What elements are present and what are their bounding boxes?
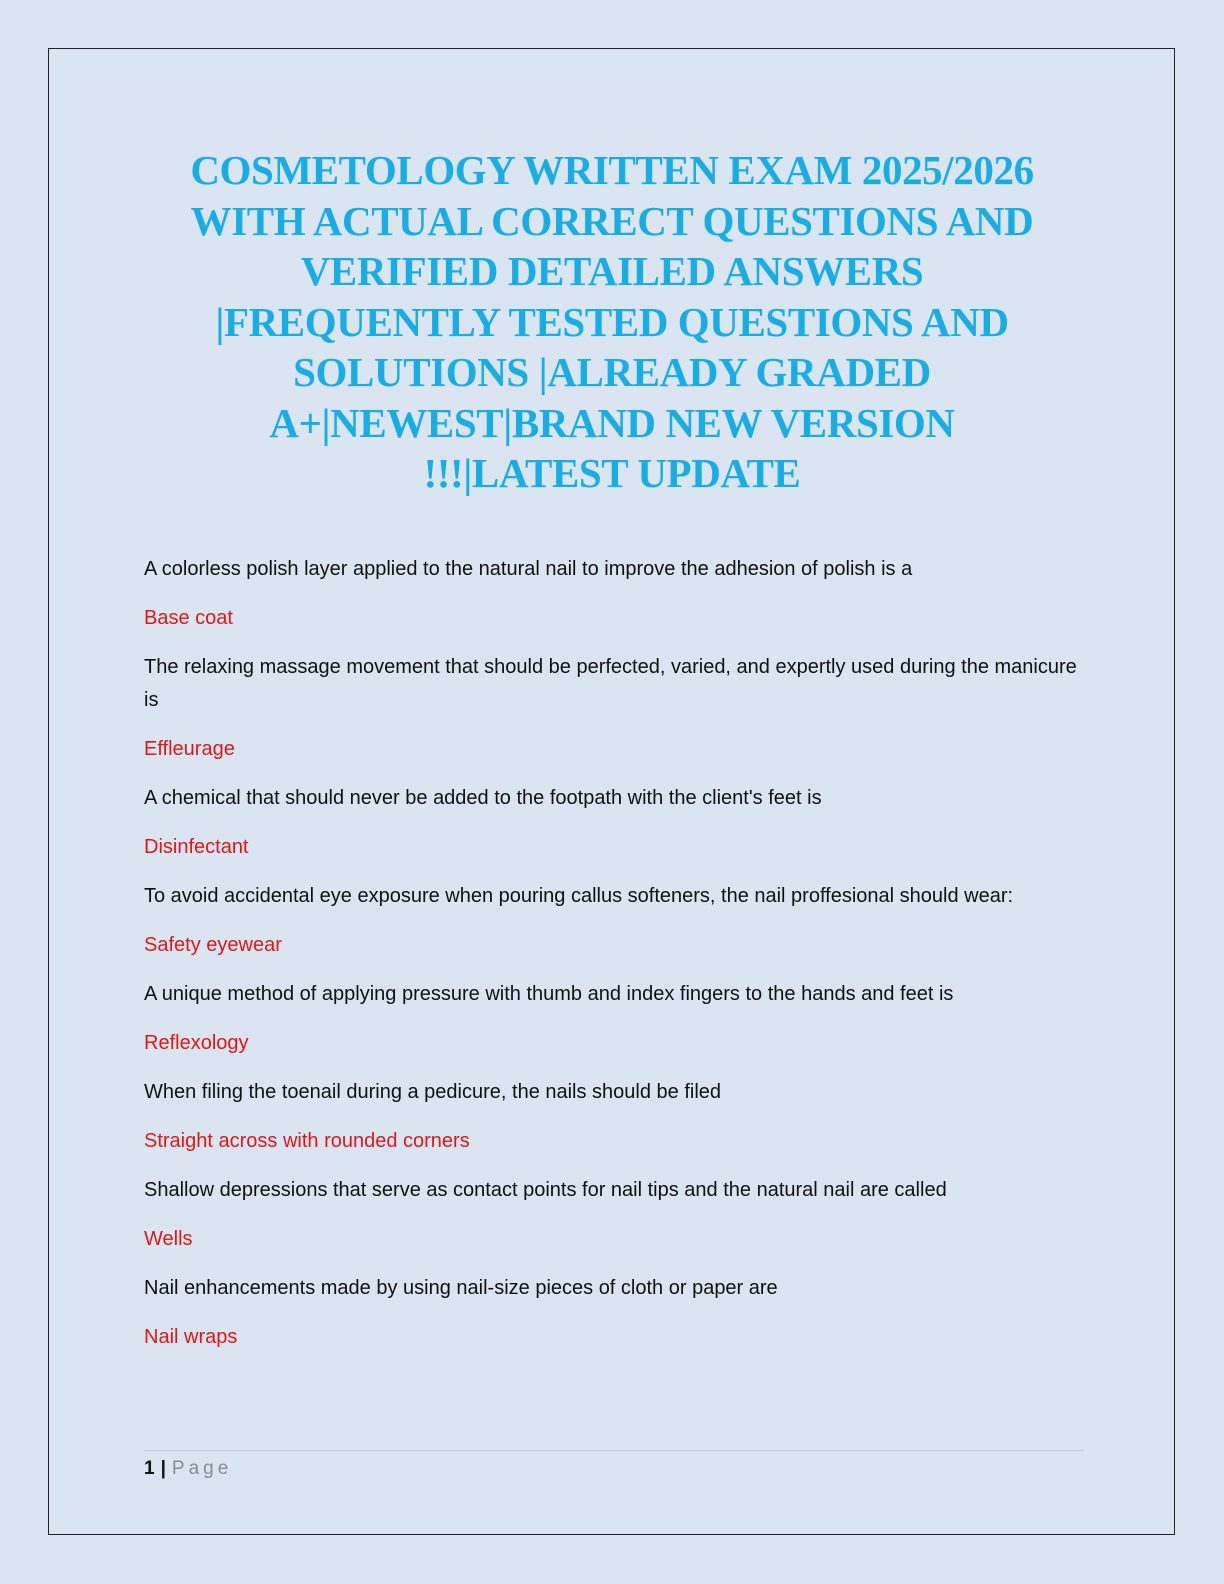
question-answer-list	[144, 553, 1084, 1370]
answer-text: Reflexology	[144, 1032, 249, 1054]
document-title	[140, 145, 1084, 499]
answer-text: Base coat	[144, 607, 233, 629]
question-text: The relaxing massage movement that should be perfected, varied, and expertly used during the manicure is	[144, 656, 1077, 711]
answer-text: Disinfectant	[144, 836, 249, 858]
answer-text: Nail wraps	[144, 1326, 238, 1348]
answer-text: Effleurage	[144, 738, 235, 760]
question-text: A colorless polish layer applied to the natural nail to improve the adhesion of polish is a	[144, 558, 913, 580]
title-line: !!!|LATEST UPDATE	[423, 450, 801, 496]
answer-text: Straight across with rounded corners	[144, 1130, 470, 1152]
question-text: A unique method of applying pressure with thumb and index fingers to the hands and feet is	[144, 983, 954, 1005]
footer-divider	[144, 1450, 1084, 1451]
title-line: |FREQUENTLY TESTED QUESTIONS AND	[215, 298, 1009, 345]
title-line: A+|NEWEST|BRAND NEW VERSION	[269, 399, 955, 446]
answer-text: Safety eyewear	[144, 934, 282, 956]
title-line: SOLUTIONS |ALREADY GRADED	[293, 349, 931, 395]
question-text: Nail enhancements made by using nail-size pieces of cloth or paper are	[144, 1277, 778, 1299]
title-line: VERIFIED DETAILED ANSWERS	[300, 248, 924, 294]
question-text: Shallow depressions that serve as contact points for nail tips and the natural nail are called	[144, 1179, 947, 1201]
title-line: WITH ACTUAL CORRECT QUESTIONS AND	[190, 197, 1034, 244]
question-text: When filing the toenail during a pedicure, the nails should be filed	[144, 1081, 722, 1103]
footer-separator: |	[160, 1458, 166, 1479]
title-line: COSMETOLOGY WRITTEN EXAM 2025/2026	[190, 147, 1034, 193]
answer-text: Wells	[144, 1228, 193, 1250]
question-text: To avoid accidental eye exposure when pouring callus softeners, the nail proffesional should wear:	[144, 885, 1014, 907]
page-number: 1	[144, 1458, 155, 1479]
question-text: A chemical that should never be added to the footpath with the client's feet is	[144, 787, 822, 809]
page-footer	[144, 1456, 232, 1482]
page-label: Page	[171, 1458, 233, 1479]
